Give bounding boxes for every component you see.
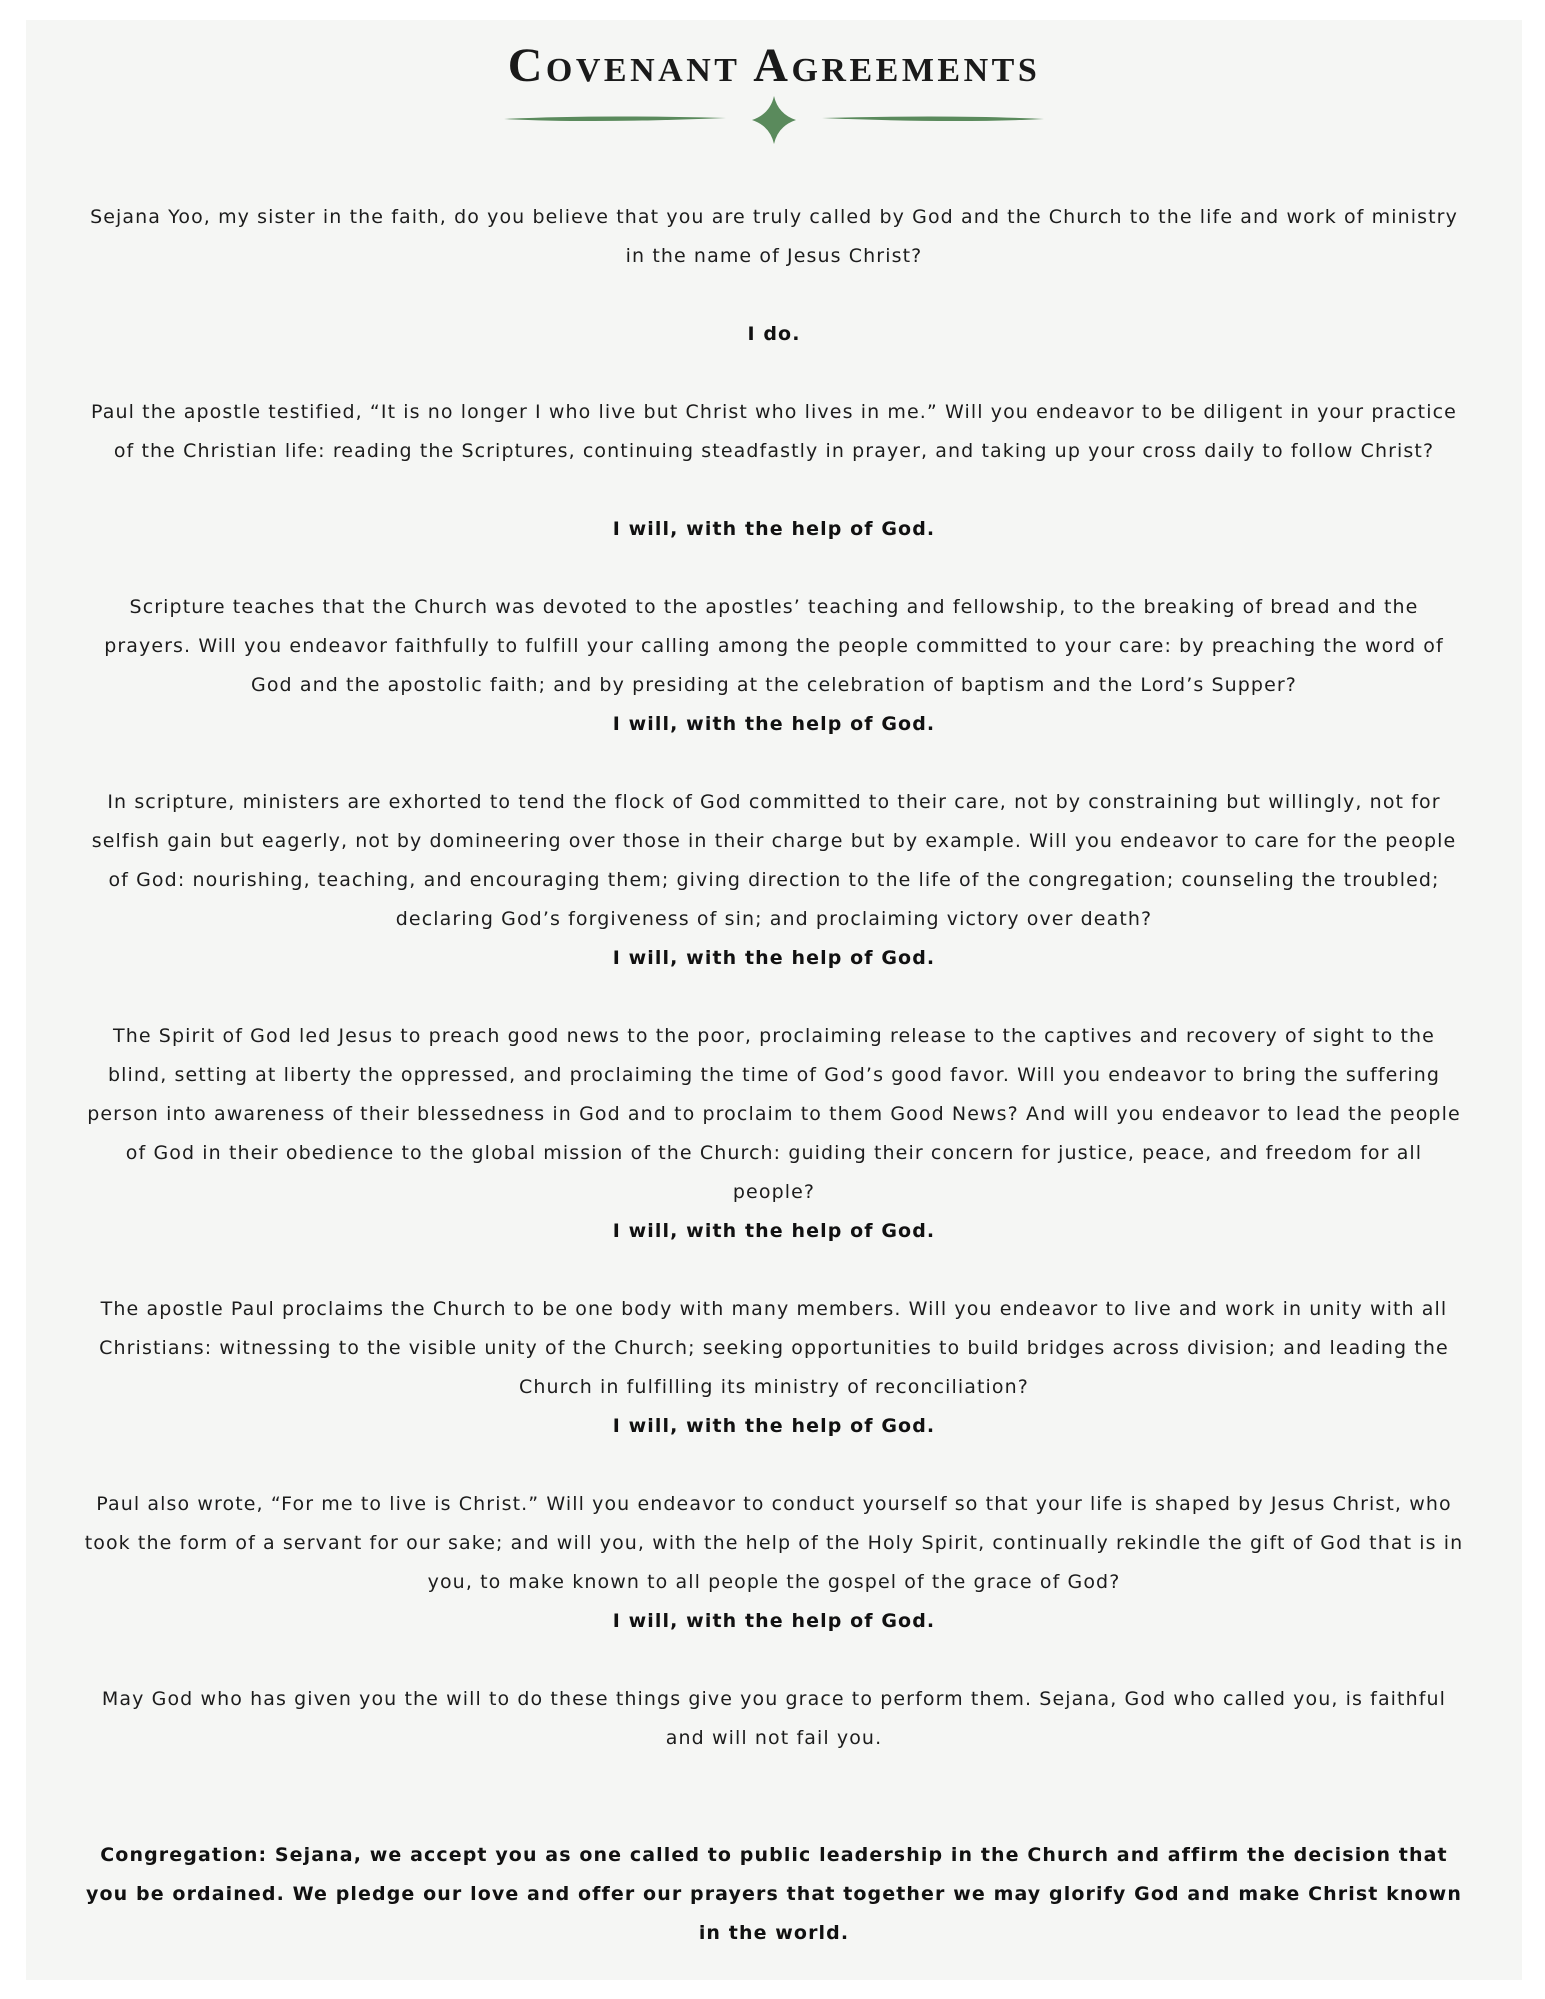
answer-1: I do. [747,323,801,345]
question-6: The apostle Paul proclaims the Church to be one body with many members. Will you endeavor to live and work in unity with all Christians: witnessing to the visible unity of the Church; seeking opportunities to build bridges across division; and leading the Church in fulfilling its ministry of reconciliation? [99,1298,1449,1398]
question-1: Sejana Yoo, my sister in the faith, do you believe that you are truly called by God and the Church to the life and work of ministry in the name of Jesus Christ? [90,206,1458,267]
closing-blessing: May God who has given you the will to do these things give you grace to perform them. Sejana, God who called you, is faithful and will not fail you. [101,1688,1447,1749]
question-5: The Spirit of God led Jesus to preach good news to the poor, proclaiming release to the captives and recovery of sight to the blind, setting at liberty the oppressed, and proclaiming the time of God’s good favor. Will you endeavor to bring the suffering person into awareness of their blessedness in God and to proclaim to them Good News? And will you endeavor to lead the people of God in their obedience to the global mission of the Church: guiding their concern for justice, peace, and freedom for all people? [87,1025,1461,1203]
covenant-text [26,198,1522,1953]
question-2: Paul the apostle testified, “It is no longer I who live but Christ who lives in me.” Will you endeavor to be diligent in your practice of the Christian life: reading the Scriptures, continuing steadfastly in prayer, and taking up your cross daily to follow Christ? [91,401,1457,462]
answer-4: I will, with the help of God. [612,947,936,969]
star-divider-icon [504,96,1044,156]
answer-2: I will, with the help of God. [612,518,936,540]
answer-6: I will, with the help of God. [612,1415,936,1437]
question-7: Paul also wrote, “For me to live is Christ.” Will you endeavor to conduct yourself so that your life is shaped by Jesus Christ, who took the form of a servant for our sake; and will you, with the help of the Holy Spirit, continually rekindle the gift of God that is in you, to make known to all people the gospel of the grace of God? [84,1493,1464,1593]
answer-7: I will, with the help of God. [612,1610,936,1632]
congregation-response: Congregation: Sejana, we accept you as one called to public leadership in the Church and affirm the decision that you be ordained. We pledge our love and offer our prayers that together we may glorify God and make Christ known in the world. [86,1844,1462,1944]
document-page [26,20,1522,1980]
answer-5: I will, with the help of God. [612,1220,936,1242]
page-title: Covenant Agreements [507,39,1041,92]
question-4: In scripture, ministers are exhorted to tend the flock of God committed to their care, not by constraining but willingly, not for selfish gain but eagerly, not by domineering over those in their charge but by example. Will you endeavor to care for the people of God: nourishing, teaching, and encouraging them; giving direction to the life of the congregation; counseling the troubled; declaring God’s forgiveness of sin; and proclaiming victory over death? [91,791,1457,930]
question-3: Scripture teaches that the Church was devoted to the apostles’ teaching and fellowship, to the breaking of bread and the prayers. Will you endeavor faithfully to fulfill your calling among the people committed to your care: by preaching the word of God and the apostolic faith; and by presiding at the celebration of baptism and the Lord’s Supper? [104,596,1444,696]
answer-3: I will, with the help of God. [612,713,936,735]
